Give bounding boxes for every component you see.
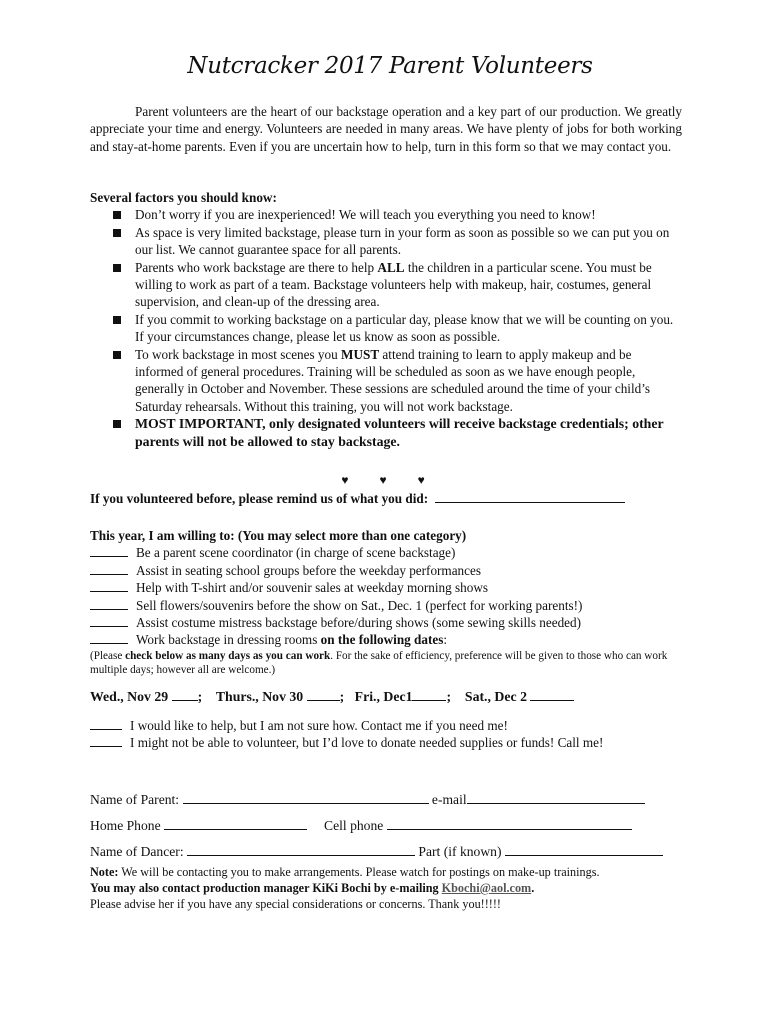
- factor-item: [90, 311, 682, 346]
- page-title: Nutcracker 2017 Parent Volunteers: [187, 53, 593, 79]
- factor-text: attend training to learn to apply makeup and be informed of general procedures. Training will be scheduled as soon as we have enough people, generally in October and November. These sessions are scheduled around the time of your child’s Saturday rehearsals. Without this training, you will not work backstage.: [135, 346, 651, 414]
- help-option-label: I might not be able to volunteer, but I’d love to donate needed supplies or funds! Call me!: [130, 735, 604, 751]
- date-blank[interactable]: [307, 688, 340, 701]
- willing-heading: This year, I am willing to: (You may select more than one category): [90, 528, 467, 543]
- footer-note-line: [90, 864, 690, 880]
- factor-text: To work backstage in most scenes you: [135, 346, 342, 362]
- factor-text: Don’t worry if you are inexperienced! We will teach you everything you need to know!: [135, 207, 596, 223]
- factor-text: Parents who work backstage are there to help: [135, 259, 378, 275]
- factor-text: the children in a particular scene. You must be willing to work as part of a team. Backstage volunteers help with makeup, hair, costumes, general supervision, and clean-up of the dressing area.: [135, 259, 652, 310]
- date-label: Thurs., Nov 30: [215, 689, 304, 704]
- square-bullet-icon: [113, 211, 121, 219]
- option-blank[interactable]: [90, 579, 128, 592]
- factor-item: [90, 206, 682, 223]
- previous-volunteer-label: If you volunteered before, please remind us of what you did:: [90, 491, 429, 506]
- date-blank[interactable]: [412, 688, 446, 701]
- date-label: Wed., Nov 29: [90, 689, 169, 704]
- date-blank[interactable]: [530, 688, 574, 701]
- option-label: Work backstage in dressing rooms: [136, 632, 321, 648]
- footer-advise-line: Please advise her if you have any special considerations or concerns. Thank you!!!!!: [90, 897, 501, 911]
- intro-paragraph: [90, 103, 682, 155]
- square-bullet-icon: [113, 351, 121, 359]
- dates-note-text: (Please: [90, 649, 126, 662]
- square-bullet-icon: [113, 229, 121, 237]
- phone-row: [90, 813, 690, 839]
- option-row: [90, 631, 690, 648]
- option-row: [90, 579, 690, 596]
- option-label: Help with T-shirt and/or souvenir sales at weekday morning shows: [136, 580, 488, 596]
- factor-item: [90, 224, 682, 259]
- part-label: Part (if known): [418, 844, 502, 859]
- option-blank[interactable]: [90, 614, 128, 627]
- note-text: We will be contacting you to make arrangements. Please watch for postings on make-up trainings.: [118, 865, 600, 879]
- date-separator: ;: [339, 689, 345, 704]
- dates-note-emphasis: check below as many days as you can work: [125, 649, 331, 662]
- parent-name-field[interactable]: [183, 791, 429, 804]
- previous-volunteer-line: [90, 490, 690, 507]
- help-section: [90, 717, 690, 752]
- help-option-blank[interactable]: [90, 717, 122, 730]
- footer-contact-line: [90, 880, 690, 896]
- footer-notes: [90, 864, 690, 912]
- date-label: Sat., Dec 2: [464, 689, 527, 704]
- previous-volunteer-blank[interactable]: [435, 490, 625, 503]
- dancer-row: [90, 839, 690, 865]
- contact-text-end: .: [531, 881, 535, 895]
- help-option-row: [90, 717, 690, 734]
- option-label: Sell flowers/souvenirs before the show on Sat., Dec. 1 (perfect for working parents!): [136, 597, 583, 613]
- option-row: [90, 544, 690, 561]
- cell-phone-label: Cell phone: [324, 818, 384, 833]
- factors-list: [90, 206, 682, 450]
- option-row: [90, 562, 690, 579]
- email-label: e-mail: [431, 792, 467, 807]
- parent-name-label: Name of Parent:: [90, 792, 180, 807]
- option-label: Assist costume mistress backstage before/during shows (some sewing skills needed): [136, 615, 582, 631]
- factor-emphasis: ALL: [377, 259, 405, 275]
- contact-text: You may also contact production manager KiKi Bochi by e-mailing: [90, 881, 442, 895]
- date-label: Fri., Dec1: [354, 689, 413, 704]
- option-label-end: :: [443, 632, 448, 648]
- dancer-name-field[interactable]: [187, 843, 415, 856]
- option-row: [90, 614, 690, 631]
- hearts-divider: ♥ ♥ ♥: [341, 473, 439, 487]
- option-label: Assist in seating school groups before the weekday performances: [136, 562, 481, 578]
- option-emphasis: on the following dates: [320, 632, 444, 648]
- help-option-blank[interactable]: [90, 734, 122, 747]
- option-blank[interactable]: [90, 631, 128, 644]
- option-blank[interactable]: [90, 562, 128, 575]
- note-label: Note:: [90, 865, 119, 879]
- factor-item: [90, 259, 682, 311]
- email-field[interactable]: [467, 791, 645, 804]
- date-blank[interactable]: [172, 688, 198, 701]
- factor-emphasis: MUST: [341, 346, 380, 362]
- factor-important-text: MOST IMPORTANT, only designated volunteers will receive backstage credentials; other parents will not be allowed to stay backstage.: [135, 416, 664, 449]
- parent-row: [90, 787, 690, 813]
- dates-row: [90, 688, 690, 705]
- date-separator: ;: [197, 689, 203, 704]
- square-bullet-icon: [113, 316, 121, 324]
- option-row: [90, 597, 690, 614]
- intro-text: Parent volunteers are the heart of our backstage operation and a key part of our production. We greatly appreciate your time and energy. Volunteers are needed in many areas. We have plenty of jobs for both working and stay-at-home parents. Even if you are uncertain how to help, turn in this form so that we may contact you.: [90, 104, 682, 154]
- willing-section: [90, 527, 690, 678]
- dates-note-text: . For the sake of efficiency, preference will be given to those who can work multiple days; however all are welcome.): [90, 649, 668, 677]
- option-blank[interactable]: [90, 544, 128, 557]
- help-option-label: I would like to help, but I am not sure how. Contact me if you need me!: [130, 718, 508, 733]
- help-option-row: [90, 734, 690, 751]
- contact-email-link[interactable]: Kbochi@aol.com: [441, 881, 532, 895]
- dancer-name-label: Name of Dancer:: [90, 844, 184, 859]
- factors-section: [90, 189, 682, 450]
- date-separator: ;: [446, 689, 452, 704]
- home-phone-label: Home Phone: [90, 818, 161, 833]
- home-phone-field[interactable]: [164, 817, 307, 830]
- factor-item: [90, 346, 682, 416]
- dates-note: [90, 649, 690, 678]
- factor-item: [90, 415, 682, 450]
- part-field[interactable]: [505, 843, 663, 856]
- factor-text: If you commit to working backstage on a particular day, please know that we will be counting on you. If your circumstances change, please let us know as soon as possible.: [135, 311, 674, 345]
- square-bullet-icon: [113, 420, 121, 428]
- contact-form: [90, 787, 690, 865]
- square-bullet-icon: [113, 264, 121, 272]
- cell-phone-field[interactable]: [387, 817, 632, 830]
- option-label: Be a parent scene coordinator (in charge of scene backstage): [136, 545, 456, 561]
- factors-heading: Several factors you should know:: [90, 190, 277, 205]
- option-blank[interactable]: [90, 597, 128, 610]
- factor-text: As space is very limited backstage, please turn in your form as soon as possible so we can put you on our list. We cannot guarantee space for all parents.: [135, 224, 670, 258]
